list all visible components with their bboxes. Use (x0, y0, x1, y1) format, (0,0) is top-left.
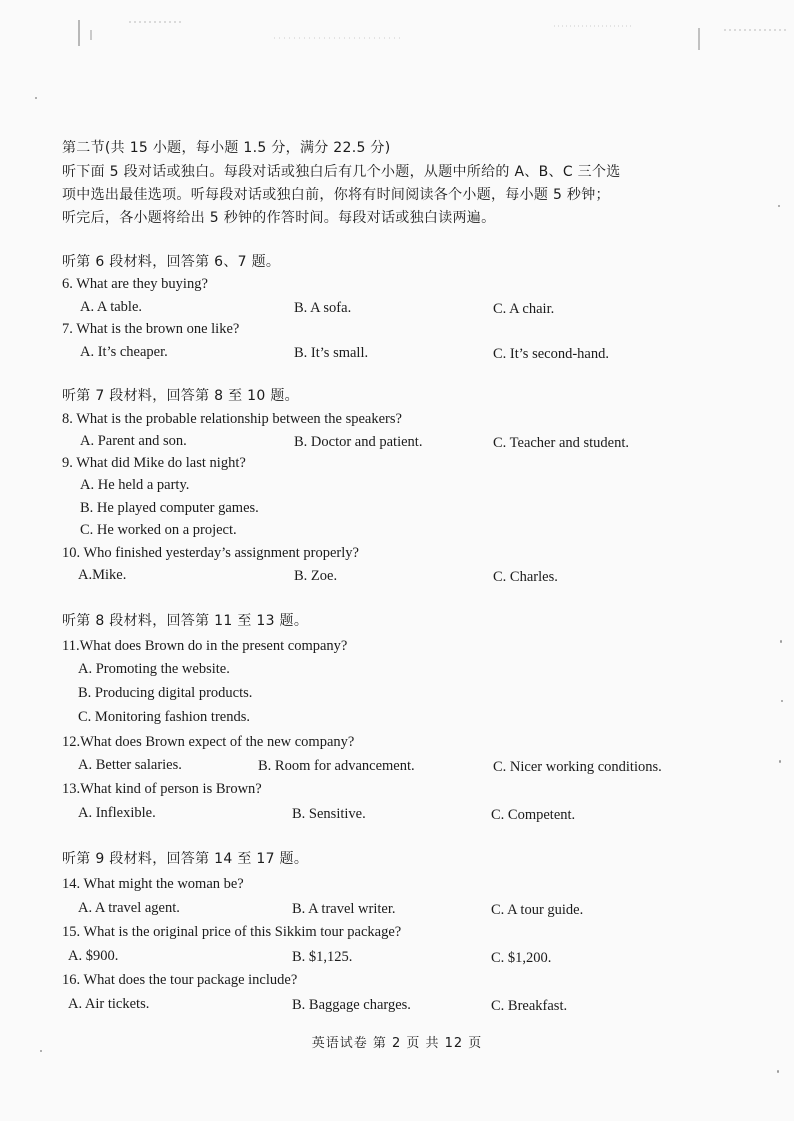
option-c: C. Teacher and student. (493, 435, 630, 451)
option-b: B. Room for advancement. (258, 758, 415, 774)
option-a: A. Better salaries. (78, 757, 182, 773)
option-c: C. A chair. (493, 301, 555, 317)
scan-speck (35, 97, 37, 99)
option-a: A. Parent and son. (80, 433, 187, 449)
option-a: A.Mike. (78, 567, 127, 583)
group-heading: 听第 9 段材料，回答第 14 至 17 题。 (62, 851, 309, 867)
question-11: 11.What does Brown do in the present company? (62, 638, 348, 654)
question-15: 15. What is the original price of this Sikkim tour package? (62, 924, 402, 940)
option-b: B. He played computer games. (80, 500, 259, 516)
section-title: 第二节(共 15 小题，每小题 1.5 分，满分 22.5 分) (62, 140, 391, 156)
question-10: 10. Who finished yesterday’s assignment properly? (62, 545, 359, 561)
question-14: 14. What might the woman be? (62, 876, 244, 892)
option-a: A. A table. (80, 299, 143, 315)
option-c: C. It’s second-hand. (493, 346, 609, 362)
option-a: A. He held a party. (80, 477, 190, 493)
option-c: C. He worked on a project. (80, 522, 237, 538)
option-a: A. Inflexible. (78, 805, 156, 821)
scan-speck (780, 640, 782, 643)
option-b: B. Producing digital products. (78, 685, 253, 701)
option-b: B. A travel writer. (292, 901, 396, 917)
question-16: 16. What does the tour package include? (62, 972, 298, 988)
option-a: A. $900. (68, 948, 119, 964)
option-c: C. Monitoring fashion trends. (78, 709, 250, 725)
group-heading: 听第 8 段材料，回答第 11 至 13 题。 (62, 613, 309, 629)
question-7: 7. What is the brown one like? (62, 321, 240, 337)
option-a: A. Promoting the website. (78, 661, 230, 677)
group-heading: 听第 6 段材料，回答第 6、7 题。 (62, 254, 281, 270)
scan-artifact-top (74, 16, 794, 52)
option-c: C. A tour guide. (491, 902, 584, 918)
option-b: B. A sofa. (294, 300, 352, 316)
option-b: B. $1,125. (292, 949, 353, 965)
scan-speck (777, 1070, 779, 1073)
option-b: B. Zoe. (294, 568, 338, 584)
question-13: 13.What kind of person is Brown? (62, 781, 262, 797)
option-c: C. $1,200. (491, 950, 552, 966)
scan-speck (781, 700, 783, 702)
option-c: C. Breakfast. (491, 998, 568, 1014)
option-a: A. Air tickets. (68, 996, 150, 1012)
option-b: B. Baggage charges. (292, 997, 411, 1013)
option-b: B. Sensitive. (292, 806, 366, 822)
instruction-line-2: 项中选出最佳选项。听每段对话或独白前，你将有时间阅读各个小题，每小题 5 秒钟； (62, 187, 610, 203)
option-c: C. Nicer working conditions. (493, 759, 662, 775)
option-b: B. Doctor and patient. (294, 434, 423, 450)
question-6: 6. What are they buying? (62, 276, 208, 292)
page-footer: 英语试卷 第 2 页 共 12 页 (311, 1036, 483, 1051)
option-a: A. A travel agent. (78, 900, 180, 916)
option-b: B. It’s small. (294, 345, 369, 361)
group-heading: 听第 7 段材料，回答第 8 至 10 题。 (62, 388, 299, 404)
scan-speck (779, 760, 781, 763)
scan-speck (778, 205, 780, 207)
option-c: C. Competent. (491, 807, 576, 823)
instruction-line-3: 听完后，各小题将给出 5 秒钟的作答时间。每段对话或独白读两遍。 (62, 210, 496, 226)
question-8: 8. What is the probable relationship between the speakers? (62, 411, 402, 427)
option-c: C. Charles. (493, 569, 558, 585)
question-12: 12.What does Brown expect of the new company? (62, 734, 355, 750)
option-a: A. It’s cheaper. (80, 344, 168, 360)
scan-speck (40, 1050, 42, 1052)
instruction-line-1: 听下面 5 段对话或独白。每段对话或独白后有几个小题，从题中所给的 A、B、C 三个选 (62, 164, 621, 180)
question-9: 9. What did Mike do last night? (62, 455, 246, 471)
